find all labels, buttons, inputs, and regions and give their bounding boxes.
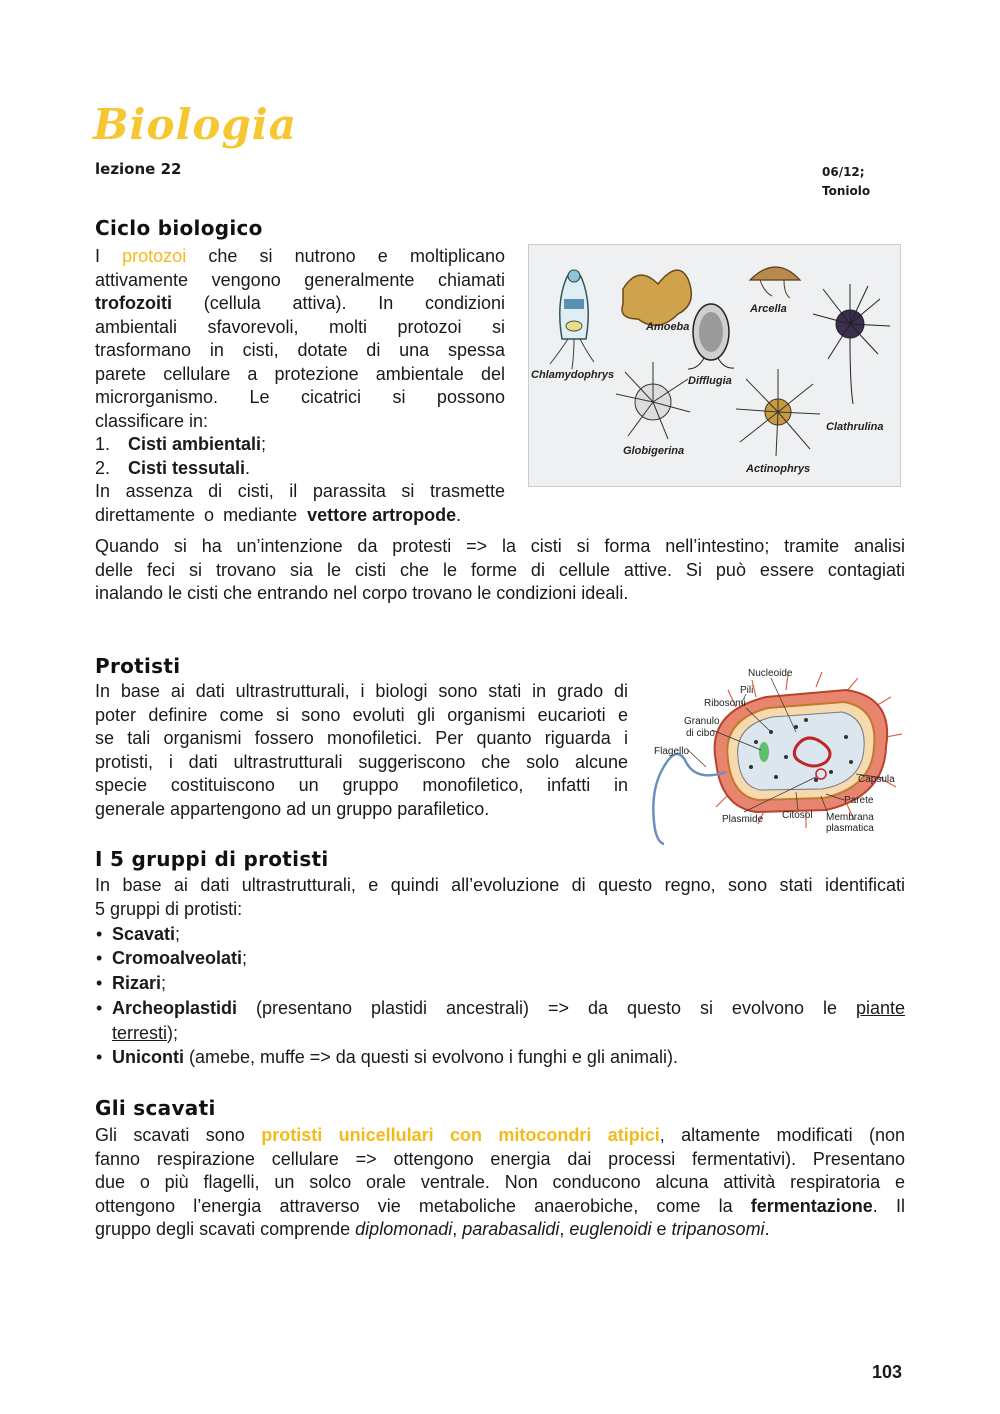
text-line: [95, 1218, 905, 1242]
text-line: attivamente vengono generalmente chiamati: [95, 269, 505, 290]
list-text: [112, 946, 247, 971]
text-line: parete cellulare a protezione ambientale del: [95, 363, 505, 384]
section-ciclo-body-2: [95, 535, 905, 606]
text-line: [95, 292, 505, 316]
protozoa-figure: [528, 244, 902, 493]
text-span: (amebe, muffe => da questi si evolvono i funghi e gli animali).: [189, 1047, 678, 1067]
figure-label: Citosol: [782, 810, 813, 821]
list-text: [112, 1045, 678, 1070]
underlined-text: terresti: [112, 1022, 168, 1043]
figure-label: Amoeba: [646, 321, 690, 333]
list-item: [95, 433, 505, 457]
text-line: ambientali sfavorevoli, molti protozoi si: [95, 316, 505, 337]
list-item: [95, 457, 505, 481]
figure-label: Chlamydophrys: [531, 369, 615, 381]
italic-term: euglenoidi: [569, 1219, 652, 1239]
text-line: se tali organismi fossero monofiletici. Per quanto riguarda i: [95, 728, 628, 748]
text-span: Gli scavati sono: [95, 1125, 245, 1145]
text-line: fanno respirazione cellulare => ottengono energia dai processi fermentativi). Presentano: [95, 1148, 905, 1169]
text-line: Quando si ha un’intenzione da protesti => la cisti si forma nell’intestino; tramite analisi: [95, 536, 905, 556]
bold-term: trofozoiti: [95, 293, 172, 313]
figure-label: Membrana: [826, 812, 874, 823]
text-span: , altamente modificati (non: [659, 1125, 905, 1145]
cell-illustration: [646, 662, 906, 847]
text-line: In base ai dati ultrastrutturali, i biologi sono stati in grado di: [95, 681, 628, 701]
text-line: In base ai dati ultrastrutturali, e quindi all’evoluzione di questo regno, sono stati identificati: [95, 875, 905, 895]
text-span: (cellula attiva). In condizioni: [203, 293, 505, 313]
granule-drawing: [759, 742, 769, 762]
cell-figure: [646, 662, 906, 852]
bold-term: Cisti ambientali: [128, 434, 262, 454]
bold-term: Scavati: [112, 924, 176, 944]
protozoa-illustration: [528, 244, 902, 488]
section-scavati-body: [95, 1124, 905, 1242]
text-span: ;: [161, 973, 167, 993]
text-line: [95, 1195, 905, 1219]
figure-label: Ribosomi: [704, 698, 746, 709]
page-title: Biologia: [93, 100, 297, 149]
figure-label: Parete: [844, 795, 874, 806]
section-heading-protisti: Protisti: [95, 654, 181, 678]
text-span: ;: [175, 924, 181, 944]
text-span: ;: [261, 434, 267, 454]
bullet: •: [96, 924, 103, 944]
figure-label: Nucleoide: [748, 668, 793, 679]
figure-label: Difflugia: [688, 375, 732, 387]
list-number: 2.: [95, 457, 111, 478]
figure-label: plasmatica: [826, 823, 874, 834]
text-span: e: [656, 1219, 667, 1239]
text-span: ottengono l’energia attraverso vie metaboliche anaerobiche, come la: [95, 1195, 733, 1216]
text-line: classificare in:: [95, 410, 209, 431]
figure-label: di cibo: [686, 728, 715, 739]
bold-term: Cromoalveolati: [112, 948, 243, 968]
date-block: [822, 163, 870, 201]
text-span: .: [456, 504, 462, 525]
text-line: generale appartengono ad un gruppo parafiletico.: [95, 798, 490, 819]
section-protisti-body: [95, 680, 628, 821]
list-text: [112, 996, 905, 1021]
list-text: [112, 922, 180, 947]
underlined-text: piante: [855, 998, 905, 1018]
figure-label: Clathrulina: [826, 421, 884, 433]
text-line: delle feci si trovano sia le cisti che le forme di cellule attive. Si può essere contagiati: [95, 559, 905, 580]
text-span: gruppo degli scavati comprende: [95, 1219, 351, 1239]
text-span: ;: [242, 948, 248, 968]
text-line: 5 gruppi di protisti:: [95, 898, 243, 919]
teacher-name: Toniolo: [822, 184, 871, 198]
text-span: .: [245, 457, 251, 478]
page-number: 103: [872, 1362, 903, 1382]
text-line: due o più flagelli, un solco orale ventrale. Non conducono alcuna attività respiratoria e: [95, 1172, 905, 1192]
text-line: [95, 504, 505, 528]
figure-label: Globigerina: [623, 445, 685, 457]
text-span: ,: [452, 1219, 458, 1239]
bold-term: Cisti tessutali: [128, 457, 246, 478]
lesson-label: lezione 22: [95, 160, 182, 178]
bullet: •: [96, 948, 103, 968]
text-line: microrganismo. Le cicatrici si possono: [95, 387, 505, 407]
italic-term: tripanosomi: [671, 1219, 765, 1239]
date-text: 06/12;: [822, 165, 865, 179]
highlight-protisti: protisti unicellulari con mitocondri atipici: [261, 1125, 660, 1145]
text-span: );: [167, 1022, 179, 1043]
section-heading-ciclo: Ciclo biologico: [95, 216, 263, 240]
text-span: direttamente o mediante: [95, 504, 298, 525]
figure-label: Capsula: [858, 774, 895, 785]
text-line: inalando le cisti che entrando nel corpo trovano le condizioni ideali.: [95, 583, 629, 603]
text-line: protisti, i dati ultrastrutturali suggeriscono che solo alcune: [95, 751, 628, 772]
figure-label: Arcella: [750, 303, 787, 315]
section-5-gruppi-body: [95, 874, 905, 921]
bullet: •: [96, 1047, 103, 1067]
cytosol-drawing: [738, 712, 865, 790]
text-line: [95, 1124, 905, 1148]
section-heading-5-gruppi: I 5 gruppi di protisti: [95, 847, 329, 871]
italic-term: diplomonadi: [355, 1219, 453, 1239]
figure-label: Actinophrys: [746, 463, 811, 475]
figure-label: Plasmide: [722, 814, 764, 825]
text-line: In assenza di cisti, il parassita si trasmette: [95, 481, 505, 501]
list-text: [112, 1021, 178, 1046]
list-number: 1.: [95, 434, 111, 454]
bold-term: vettore artropode: [307, 504, 457, 525]
bullet: •: [96, 998, 103, 1018]
bullet: •: [96, 973, 103, 993]
text-line: trasformano in cisti, dotate di una spessa: [95, 340, 505, 360]
section-ciclo-body: [95, 245, 505, 527]
text-line: specie costituiscono un gruppo monofiletico, infatti in: [95, 775, 628, 795]
text-span: .: [764, 1219, 770, 1239]
text-span: I: [95, 246, 101, 266]
flagellum-drawing: [653, 754, 726, 844]
list-text: [112, 971, 166, 996]
text-line: poter definire come si sono evoluti gli organismi eucarioti e: [95, 704, 628, 725]
text-span: che si nutrono e moltiplicano: [208, 246, 505, 266]
bold-term: Uniconti: [112, 1047, 184, 1067]
bold-term: Archeoplastidi: [112, 998, 238, 1018]
italic-term: parabasalidi: [462, 1219, 560, 1239]
figure-label: Flagello: [654, 746, 690, 757]
figure-label: Pili: [740, 685, 754, 696]
text-span: . Il: [872, 1195, 905, 1216]
bold-term: Rizari: [112, 973, 162, 993]
list-item: [96, 996, 906, 1046]
figure-label: Granulo: [684, 716, 720, 727]
bold-term: fermentazione: [750, 1195, 873, 1216]
text-line: [95, 245, 505, 269]
text-span: (presentano plastidi ancestrali) => da questo si evolvono le: [256, 998, 837, 1018]
highlight-protozoi: protozoi: [122, 246, 187, 266]
text-span: ,: [559, 1219, 565, 1239]
section-heading-scavati: Gli scavati: [95, 1096, 216, 1120]
